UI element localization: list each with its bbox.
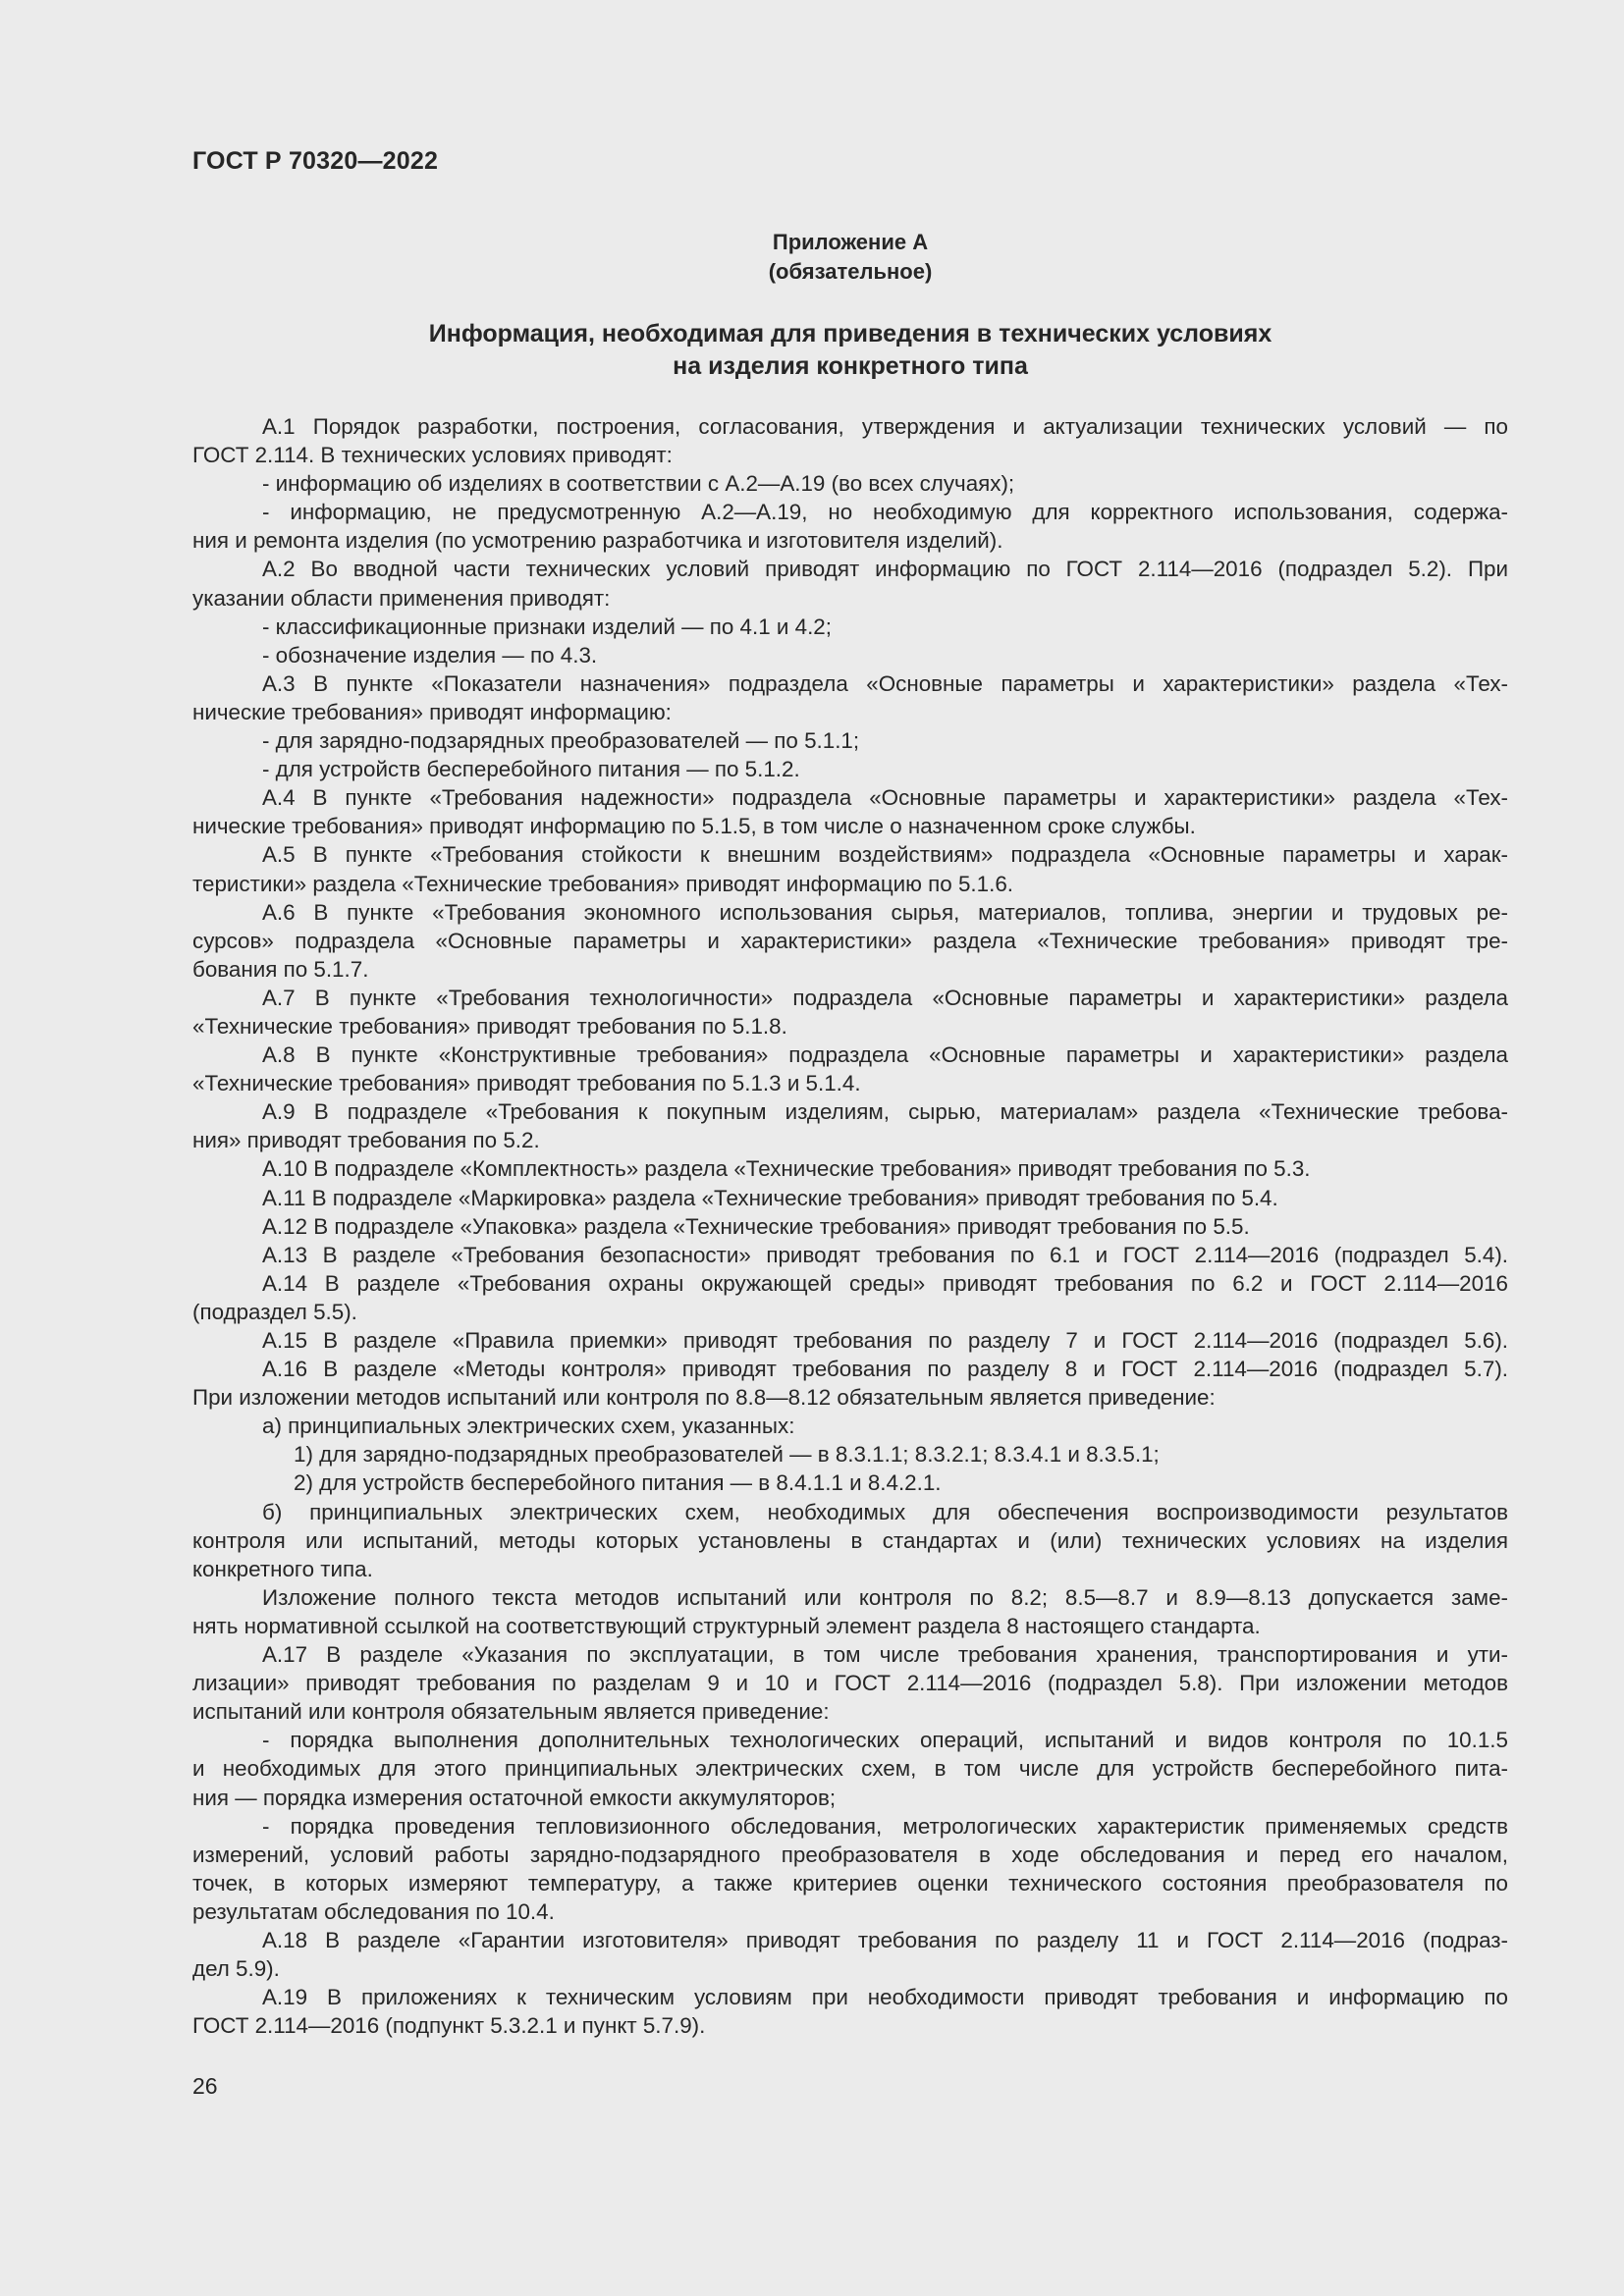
body-text-line: - для зарядно-подзарядных преобразователей — по 5.1.1;	[262, 728, 860, 754]
annex-status: (обязательное)	[768, 259, 933, 284]
body-text-line: результатам обследования по 10.4.	[192, 1898, 555, 1924]
body-text-line: а) принципиальных электрических схем, указанных:	[262, 1414, 795, 1439]
body-text-line: бования по 5.1.7.	[192, 956, 369, 982]
body-text-line: А.17 В разделе «Указания по эксплуатации, в том числе требования хранения, транспортирования и ути-	[262, 1642, 1508, 1668]
body-text-line: нические требования» приводят информацию по 5.1.5, в том числе о назначенном сроке службы.	[192, 814, 1196, 839]
body-text-line: измерений, условий работы зарядно-подзарядного преобразователя в ходе обследования и перед его началом,	[192, 1842, 1508, 1867]
body-text-line: А.19 В приложениях к техническим условиям при необходимости приводят требования и информацию по	[262, 1985, 1508, 2010]
body-text-line: А.15 В разделе «Правила приемки» приводят требования по разделу 7 и ГОСТ 2.114—2016 (подраздел 5.6).	[262, 1328, 1508, 1353]
body-text-line: дел 5.9).	[192, 1956, 280, 1982]
annex-body-text	[192, 412, 1508, 2040]
annex-title: Приложение А	[772, 230, 929, 254]
body-text-line: А.11 В подразделе «Маркировка» раздела «Технические требования» приводят требования по 5.4.	[262, 1185, 1278, 1210]
body-text-line: А.1 Порядок разработки, построения, согласования, утверждения и актуализации технических условий — по	[262, 414, 1508, 439]
body-text-line: А.2 Во вводной части технических условий приводят информацию по ГОСТ 2.114—2016 (подраздел 5.2). При	[262, 557, 1508, 582]
body-text-line: Изложение полного текста методов испытаний или контроля по 8.2; 8.5—8.7 и 8.9—8.13 допускается заме-	[262, 1584, 1508, 1610]
body-text-line: А.16 В разделе «Методы контроля» приводят требования по разделу 8 и ГОСТ 2.114—2016 (подраздел 5.7).	[262, 1357, 1508, 1382]
annex-heading-line: на изделия конкретного типа	[673, 352, 1028, 380]
body-text-line: А.13 В разделе «Требования безопасности» приводят требования по 6.1 и ГОСТ 2.114—2016 (подраздел 5.4).	[262, 1242, 1508, 1267]
body-text-line: сурсов» подраздела «Основные параметры и характеристики» раздела «Технические требования» приводят тре-	[192, 928, 1508, 953]
body-text-line: и необходимых для этого принципиальных электрических схем, в том числе для устройств бесперебойного пита-	[192, 1756, 1508, 1782]
body-text-line: А.5 В пункте «Требования стойкости к внешним воздействиям» подраздела «Основные параметры и харак-	[262, 842, 1508, 868]
body-text-line: - обозначение изделия — по 4.3.	[262, 642, 598, 667]
body-text-line: А.12 В подразделе «Упаковка» раздела «Технические требования» приводят требования по 5.5.	[262, 1213, 1250, 1239]
body-text-line: 2) для устройств бесперебойного питания — в 8.4.1.1 и 8.4.2.1.	[294, 1470, 942, 1496]
body-text-line: ния» приводят требования по 5.2.	[192, 1128, 540, 1153]
body-text-line: А.6 В пункте «Требования экономного использования сырья, материалов, топлива, энергии и трудовых ре-	[262, 899, 1508, 925]
body-text-line: ния — порядка измерения остаточной емкости аккумуляторов;	[192, 1785, 837, 1810]
body-text-line: А.14 В разделе «Требования охраны окружающей среды» приводят требования по 6.2 и ГОСТ 2.114—2016	[262, 1270, 1508, 1296]
body-text-line: ния и ремонта изделия (по усмотрению разработчика и изготовителя изделий).	[192, 528, 1003, 554]
body-text-line: указании области применения приводят:	[192, 585, 611, 611]
body-text-line: А.3 В пункте «Показатели назначения» подраздела «Основные параметры и характеристики» раздела «Тех-	[262, 670, 1508, 696]
body-text-line: - информацию, не предусмотренную А.2—А.19, но необходимую для корректного использования, содержа-	[262, 500, 1508, 525]
body-text-line: нические требования» приводят информацию:	[192, 699, 672, 724]
body-text-line: - порядка проведения тепловизионного обследования, метрологических характеристик применяемых средств	[262, 1813, 1508, 1839]
body-text-line: - для устройств бесперебойного питания — по 5.1.2.	[262, 757, 800, 782]
body-text-line: (подраздел 5.5).	[192, 1299, 357, 1324]
body-text-line: испытаний или контроля обязательным является приведение:	[192, 1699, 830, 1725]
body-text-line: При изложении методов испытаний или контроля по 8.8—8.12 обязательным является приведение:	[192, 1385, 1216, 1411]
body-text-line: - порядка выполнения дополнительных технологических операций, испытаний и видов контроля по 10.1.5	[262, 1728, 1508, 1753]
body-text-line: - классификационные признаки изделий — по 4.1 и 4.2;	[262, 614, 832, 639]
body-text-line: ГОСТ 2.114. В технических условиях приводят:	[192, 443, 673, 468]
body-text-line: лизации» приводят требования по разделам 9 и 10 и ГОСТ 2.114—2016 (подраздел 5.8). При изложении методов	[192, 1671, 1508, 1696]
body-text-line: 1) для зарядно-подзарядных преобразователей — в 8.3.1.1; 8.3.2.1; 8.3.4.1 и 8.3.5.1;	[294, 1442, 1160, 1468]
body-text-line: А.4 В пункте «Требования надежности» подраздела «Основные параметры и характеристики» раздела «Тех-	[262, 785, 1508, 811]
body-text-line: «Технические требования» приводят требования по 5.1.3 и 5.1.4.	[192, 1071, 861, 1096]
body-text-line: конкретного типа.	[192, 1556, 373, 1581]
annex-heading	[192, 318, 1508, 383]
body-text-line: нять нормативной ссылкой на соответствующий структурный элемент раздела 8 настоящего стандарта.	[192, 1613, 1261, 1638]
annex-heading-line: Информация, необходимая для приведения в технических условиях	[428, 320, 1272, 347]
body-text-line: - информацию об изделиях в соответствии с А.2—А.19 (во всех случаях);	[262, 471, 1015, 497]
body-text-line: А.10 В подразделе «Комплектность» раздела «Технические требования» приводят требования по 5.3.	[262, 1156, 1311, 1182]
body-text-line: А.7 В пункте «Требования технологичности» подраздела «Основные параметры и характеристики» раздела	[262, 985, 1508, 1010]
body-text-line: А.8 В пункте «Конструктивные требования» подраздела «Основные параметры и характеристики» раздела	[262, 1042, 1508, 1068]
body-text-line: теристики» раздела «Технические требования» приводят информацию по 5.1.6.	[192, 871, 1013, 896]
body-text-line: контроля или испытаний, методы которых установлены в стандартах и (или) технических условиях на изделия	[192, 1527, 1508, 1553]
body-text-line: б) принципиальных электрических схем, необходимых для обеспечения воспроизводимости результатов	[262, 1499, 1508, 1524]
body-text-line: «Технические требования» приводят требования по 5.1.8.	[192, 1013, 787, 1039]
body-text-line: А.9 В подразделе «Требования к покупным изделиям, сырью, материалам» раздела «Технические требова-	[262, 1099, 1508, 1125]
page-number: 26	[192, 2073, 218, 2099]
body-text-line: А.18 В разделе «Гарантии изготовителя» приводят требования по разделу 11 и ГОСТ 2.114—2016 (подраз-	[262, 1927, 1508, 1952]
body-text-line: точек, в которых измеряют температуру, а также критериев оценки технического состояния преобразователя по	[192, 1870, 1508, 1896]
body-text-line: ГОСТ 2.114—2016 (подпункт 5.3.2.1 и пункт 5.7.9).	[192, 2013, 706, 2039]
document-code-header: ГОСТ Р 70320—2022	[192, 147, 439, 175]
